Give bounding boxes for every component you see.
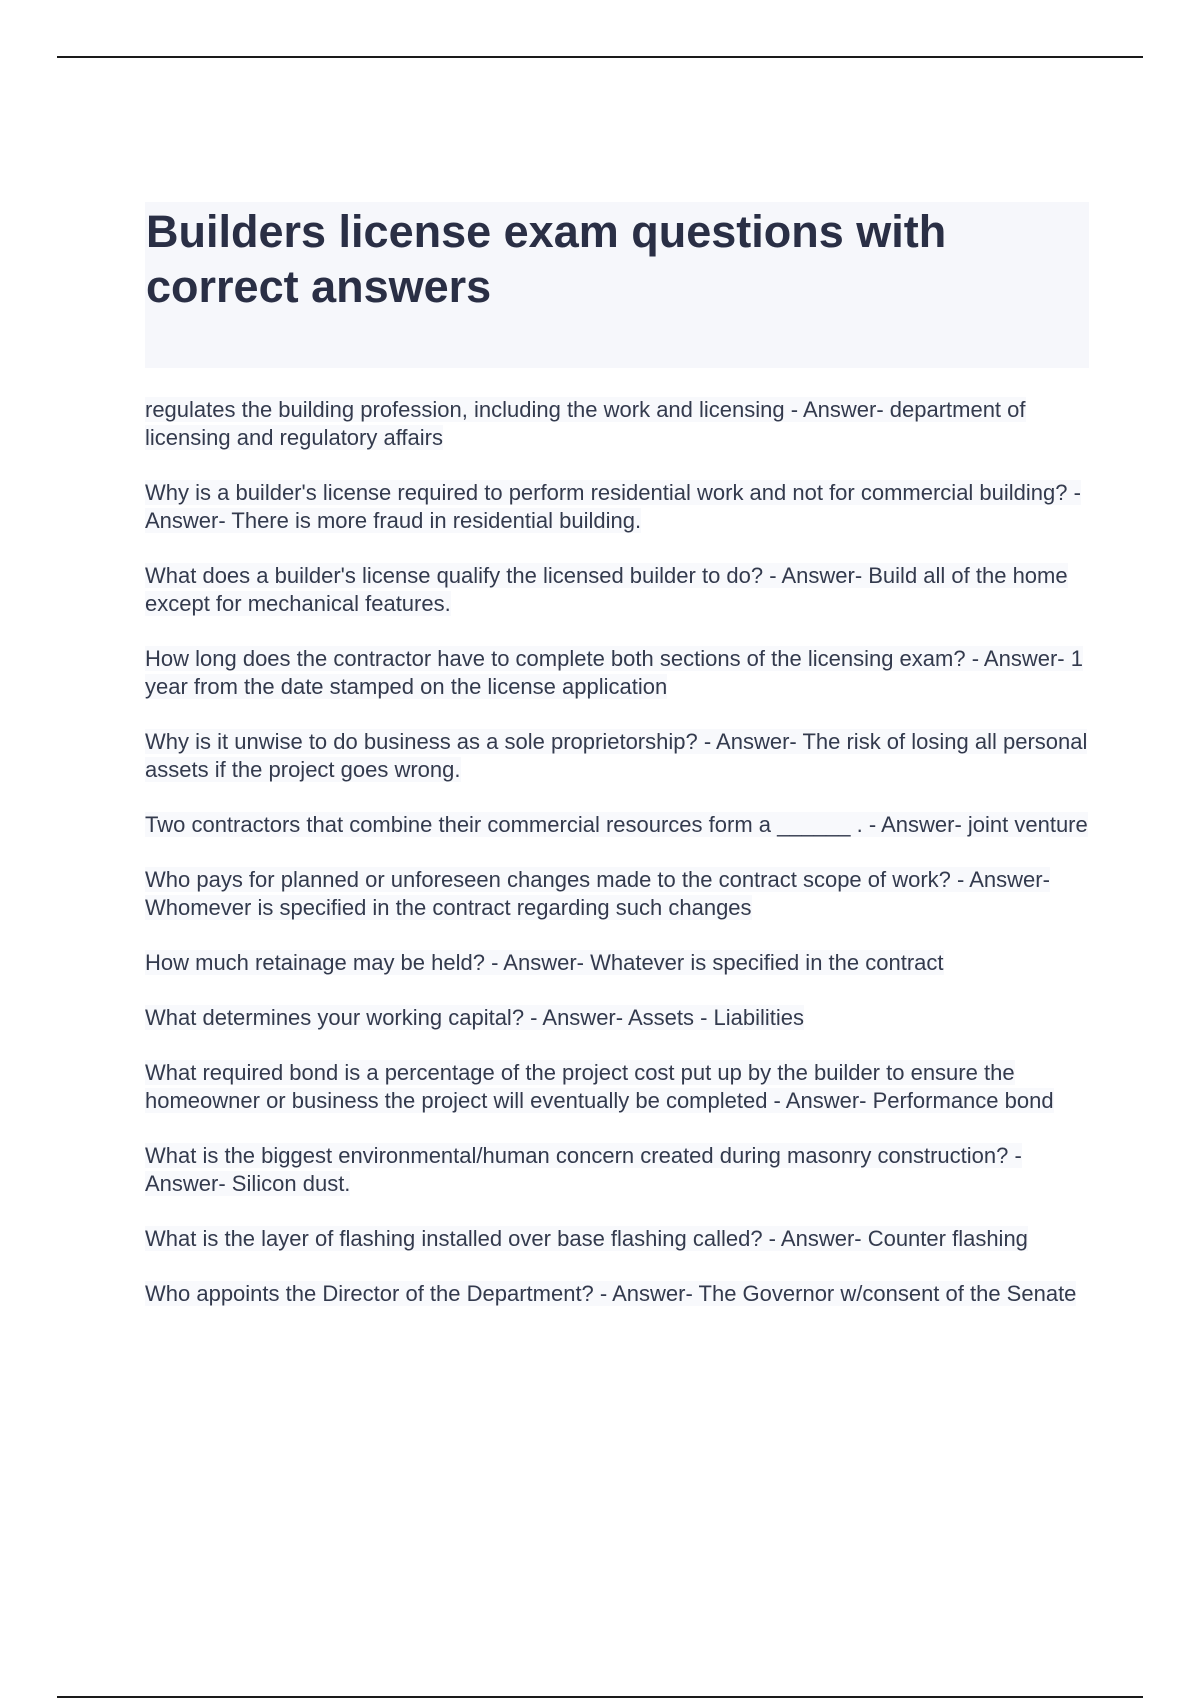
qa-item <box>145 728 1095 784</box>
qa-text: What determines your working capital? - Answer- Assets - Liabilities <box>145 1005 805 1030</box>
qa-text: Why is it unwise to do business as a sole proprietorship? - Answer- The risk of losing all personal assets if the project goes wrong. <box>145 729 1088 782</box>
qa-item <box>145 1142 1095 1198</box>
qa-item <box>145 479 1095 535</box>
bottom-divider <box>57 1696 1143 1698</box>
top-divider <box>57 56 1143 58</box>
qa-text: How long does the contractor have to complete both sections of the licensing exam? - Answer- 1 year from the date stamped on the license application <box>145 646 1083 699</box>
qa-item <box>145 1059 1095 1115</box>
title-block <box>145 202 1089 368</box>
qa-text: regulates the building profession, including the work and licensing - Answer- department of licensing and regulatory affairs <box>145 397 1026 450</box>
document-title: Builders license exam questions with correct answers <box>146 206 947 312</box>
qa-text: Who pays for planned or unforeseen changes made to the contract scope of work? - Answer- Whomever is specified in the contract regarding such changes <box>145 867 1050 920</box>
qa-item <box>145 1225 1095 1253</box>
qa-item <box>145 811 1095 839</box>
qa-item <box>145 645 1095 701</box>
qa-list <box>145 396 1095 1335</box>
qa-item <box>145 396 1095 452</box>
qa-item <box>145 866 1095 922</box>
qa-text: What is the layer of flashing installed over base flashing called? - Answer- Counter flashing <box>145 1226 1028 1251</box>
qa-text: Who appoints the Director of the Department? - Answer- The Governor w/consent of the Senate <box>145 1281 1077 1306</box>
qa-text: What does a builder's license qualify the licensed builder to do? - Answer- Build all of the home except for mechanical features. <box>145 563 1068 616</box>
qa-item <box>145 949 1095 977</box>
qa-item <box>145 1280 1095 1308</box>
qa-item <box>145 562 1095 618</box>
qa-text: Two contractors that combine their commercial resources form a ______ . - Answer- joint venture <box>145 812 1088 837</box>
qa-text: Why is a builder's license required to perform residential work and not for commercial building? - Answer- There is more fraud in residential building. <box>145 480 1081 533</box>
qa-text: What is the biggest environmental/human concern created during masonry construction? - Answer- Silicon dust. <box>145 1143 1022 1196</box>
qa-text: What required bond is a percentage of the project cost put up by the builder to ensure the homeowner or business the project will eventually be completed - Answer- Performance bond <box>145 1060 1054 1113</box>
qa-item <box>145 1004 1095 1032</box>
qa-text: How much retainage may be held? - Answer- Whatever is specified in the contract <box>145 950 944 975</box>
